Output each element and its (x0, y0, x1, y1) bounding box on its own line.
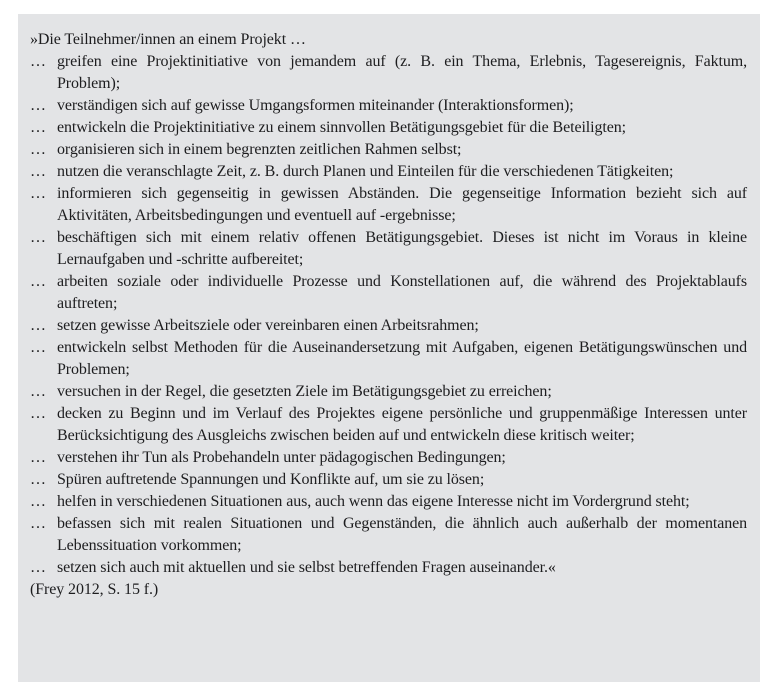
quote-item (30, 183, 747, 227)
item-text: greifen eine Projektinitiative von jemandem auf (z. B. ein Thema, Erlebnis, Tagesereignis, Faktum, Problem); (57, 53, 747, 92)
citation: (Frey 2012, S. 15 f.) (30, 581, 159, 598)
quote-item (30, 161, 747, 183)
item-ellipsis-marker: … (30, 185, 46, 202)
item-ellipsis-marker: … (30, 163, 46, 180)
quote-box (18, 14, 760, 682)
item-ellipsis-marker: … (30, 141, 46, 158)
item-ellipsis-marker: … (30, 317, 46, 334)
item-ellipsis-marker: … (30, 449, 46, 466)
quote-item (30, 447, 747, 469)
quote-item-list (30, 51, 747, 579)
quote-item (30, 139, 747, 161)
quote-item (30, 469, 747, 491)
quote-item (30, 381, 747, 403)
item-ellipsis-marker: … (30, 229, 46, 246)
item-text: informieren sich gegenseitig in gewissen Abständen. Die gegenseitige Information bezieht sich auf Aktivitäten, Arbeitsbedingungen und eventuell auf -ergebnisse; (57, 185, 747, 224)
item-text: beschäftigen sich mit einem relativ offenen Betätigungsgebiet. Dieses ist nicht im Voraus in kleine Lernaufgaben und -schritte aufbereitet; (57, 229, 747, 268)
quote-item (30, 513, 747, 557)
item-ellipsis-marker: … (30, 273, 46, 290)
item-ellipsis-marker: … (30, 471, 46, 488)
quote-item (30, 227, 747, 271)
item-text: befassen sich mit realen Situationen und Gegenständen, die ähnlich auch außerhalb der momentanen Lebenssituation vorkommen; (57, 515, 747, 554)
item-ellipsis-marker: … (30, 559, 46, 576)
item-text: helfen in verschiedenen Situationen aus, auch wenn das eigene Interesse nicht im Vordergrund steht; (57, 493, 690, 510)
quote-item (30, 337, 747, 381)
quote-item (30, 315, 747, 337)
item-text: setzen sich auch mit aktuellen und sie selbst betreffenden Fragen auseinander.« (57, 559, 556, 576)
item-text: nutzen die veranschlagte Zeit, z. B. durch Planen und Einteilen für die verschiedenen Tätigkeiten; (57, 163, 674, 180)
item-text: arbeiten soziale oder individuelle Prozesse und Konstellationen auf, die während des Projektablaufs auftreten; (57, 273, 747, 312)
item-ellipsis-marker: … (30, 493, 46, 510)
quote-item (30, 117, 747, 139)
item-text: organisieren sich in einem begrenzten zeitlichen Rahmen selbst; (57, 141, 462, 158)
item-ellipsis-marker: … (30, 97, 46, 114)
item-ellipsis-marker: … (30, 383, 46, 400)
quote-item (30, 403, 747, 447)
item-text: entwickeln selbst Methoden für die Auseinandersetzung mit Aufgaben, eigenen Betätigungswünschen und Problemen; (57, 339, 747, 378)
quote-item (30, 557, 747, 579)
item-ellipsis-marker: … (30, 405, 46, 422)
quote-intro: »Die Teilnehmer/innen an einem Projekt … (30, 31, 306, 48)
quote-item (30, 95, 747, 117)
item-ellipsis-marker: … (30, 339, 46, 356)
item-text: versuchen in der Regel, die gesetzten Ziele im Betätigungsgebiet zu erreichen; (57, 383, 552, 400)
item-ellipsis-marker: … (30, 53, 46, 70)
item-ellipsis-marker: … (30, 119, 46, 136)
item-text: decken zu Beginn und im Verlauf des Projektes eigene persönliche und gruppenmäßige Interessen unter Berücksichtigung des Ausgleichs zwischen beiden auf und entwickeln diese kritisch weiter; (57, 405, 747, 444)
item-text: entwickeln die Projektinitiative zu einem sinnvollen Betätigungsgebiet für die Beteiligten; (57, 119, 626, 136)
item-text: Spüren auftretende Spannungen und Konflikte auf, um sie zu lösen; (57, 471, 485, 488)
item-text: verständigen sich auf gewisse Umgangsformen miteinander (Interaktionsformen); (57, 97, 574, 114)
item-text: verstehen ihr Tun als Probehandeln unter pädagogischen Bedingungen; (57, 449, 506, 466)
quote-item (30, 51, 747, 95)
item-text: setzen gewisse Arbeitsziele oder vereinbaren einen Arbeitsrahmen; (57, 317, 479, 334)
item-ellipsis-marker: … (30, 515, 46, 532)
quote-item (30, 271, 747, 315)
quote-item (30, 491, 747, 513)
